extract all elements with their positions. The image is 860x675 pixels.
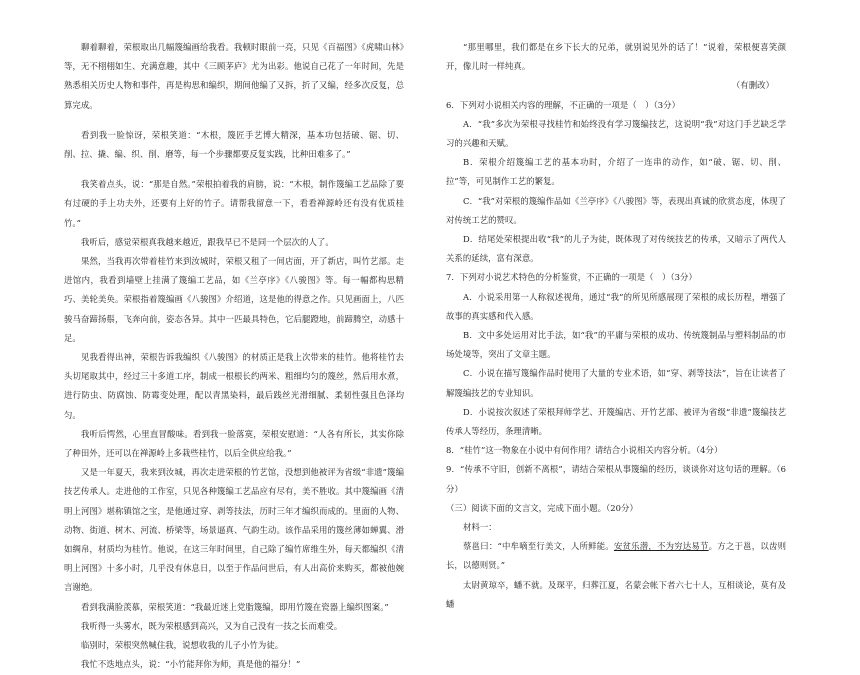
paragraph: 我听后愕然，心里直冒酸味。看到我一脸落寞，荣根安慰道：“人各有所长，其实你除了种田外，还可以在禅源岭上多栽些桂竹，以后全供应给我。” — [64, 428, 404, 459]
section-heading: （三）阅读下面的文言文，完成下面小题。（20分） — [446, 502, 638, 513]
option-6d: D．结尾处荣根提出收“我”的儿子为徒，既体现了对传统技艺的传承，又暗示了两代人关系的延续，富有深意。 — [446, 234, 786, 264]
option-7d: D．小说按次叙述了荣根拜师学艺、开篾编店、开竹艺部、被评为省级“非遗”篾编技艺传承人等经历，条理清晰。 — [446, 406, 786, 437]
paragraph: 我忙不迭地点头，说：“小竹能拜你为师，真是他的福分！” — [81, 659, 301, 670]
paragraph: “那里哪里，我们都是在乡下长大的兄弟，就别说见外的话了！”说着，荣根便喜笑颜开，像儿时一样纯真。 — [446, 42, 786, 72]
paragraph: 我听得一头雾水，既为荣根感到高兴，又为自己没有一技之长而难受。 — [81, 620, 343, 631]
paragraph: 聊着聊着，荣根取出几幅篾编画给我看。我顿时眼前一亮，只见《百福图》《虎啸山林》等，无不栩栩如生、充满意趣，其中《三顾茅庐》尤为出彩。他说自己花了一年时间，先是熟悉相关历史人物和事件，再是构思和编织，期间他编了又拆，折了又编，经多次反复，总算完成。 — [64, 42, 404, 110]
paragraph: 看到我满脸羡慕，荣根笑道：“我最近迷上党脂篾编，即用竹篾在瓷器上编织图案。” — [81, 601, 389, 612]
option-6a: A．“我”多次为荣根寻找桂竹和始终没有学习篾编技艺，这说明“我”对这门手艺缺乏学习的兴趣和天赋。 — [446, 118, 786, 149]
passage-text: 。方之于邕，以齿则长，以德则贤。” — [446, 541, 786, 571]
paragraph: 临别时，荣根突然喊住我，说想收我的儿子小竹为徒。 — [81, 640, 284, 651]
question-7: 7．下列对小说艺术特色的分析鉴赏，不正确的一项是（ ）（3分） — [446, 272, 697, 283]
paragraph: 又是一年夏天，我来到汝城，再次走进荣根的竹艺馆，没想到他被评为省级“非遗”篾编技艺传承人。走进他的工作室，只见各种篾编工艺品应有尽有，美不胜收。其中篾编画《清明上河图》堪称镇馆之宝，是他通过穿、剥等技法，历时三年才编织而成的。里面的人物、动物、街道、树木、河流、桥梁等，场景逼真、气韵生动。该作品采用的篾丝薄如蝉翼、滑如绸帛，材质均为桂竹。他说，在这三年时间里，自己除了编竹席维生外，每天都编织《清明上河图》十多小时，几乎没有休息日，以至于作品问世后，有人出高价来购买，都被他婉言谢绝。 — [64, 467, 404, 593]
option-7b: B．文中多处运用对比手法，如“我”的平庸与荣根的成功、传统篾制品与塑料制品的市场处境等，突出了文章主题。 — [446, 330, 786, 360]
paragraph: 我笑着点头，说：“那是自然。”荣根拍着我的肩膀，说：“木根，制作篾编工艺品除了要有过硬的手上功夫外，还要有上好的竹子。请帮我留意一下，看看禅源岭还有没有优质桂竹。” — [64, 179, 404, 228]
paragraph: 我听后，感觉荣根真我越来越近，跟我早已不是同一个层次的人了。 — [81, 236, 334, 247]
material-label: 材料一： — [463, 522, 497, 533]
option-6b: B．荣根介绍篾编工艺的基本功时，介绍了一连串的动作，如“破、锯、切、削、拉”等，可见制作工艺的繁复。 — [446, 157, 786, 187]
paragraph: 看到我一脸惊讶，荣根笑道：“木根，篾匠手艺博大精深，基本功包括破、锯、切、削、拉、撬、编、织、削、磨等，每一个步骤都要反复实践，比种田难多了。” — [64, 129, 404, 160]
right-column — [446, 38, 786, 614]
question-9: 9．“传承不守旧，创新不离根”，请结合荣根从事篾编的经历，谈谈你对这句话的理解。（6分） — [446, 464, 786, 494]
passage-text: 蔡邕曰：“中牟嘀至行美文，人所鲜能。 — [463, 541, 614, 552]
question-6: 6．下列对小说相关内容的理解，不正确的一项是（ ）（3分） — [446, 99, 681, 110]
option-6c: C．“我”对荣根的篾编作品如《兰亭序》《八骏图》等，表现出真诚的欣赏态度，体现了对传统工艺的赞叹。 — [446, 195, 786, 225]
paragraph: 见我看得出神，荣根告诉我编织《八骏图》的材质正是我上次带来的桂竹。他将桂竹去头切尾取其中，经过三十多道工序，制成一根根长约两米、粗细均匀的篾丝，然后用水煮，进行防虫、防腐蚀、防霉变处理，配以青黑染料，最后践丝光滑细腻、柔韧性强且色泽均匀。 — [64, 352, 404, 420]
left-column — [64, 38, 404, 675]
source-note: （有删改） — [731, 80, 774, 91]
underlined-sentence: 安贫乐潜，不为穷达易节 — [613, 541, 709, 552]
option-7c: C．小说在描写篾编作品时使用了大量的专业术语，如“穿、剥等技法”，旨在让读者了解篾编技艺的专业知识。 — [446, 368, 786, 398]
classical-passage: 太尉黄琼卒，蟠不就。及琛平，归葬江夏，名蒙会帐下者六七十人，互相谈论，莫有及蟠 — [446, 579, 786, 609]
option-7a: A．小说采用第一人称叙述视角，通过“我”的所见所感展现了荣根的成长历程，增强了故事的真实感和代入感。 — [446, 291, 786, 321]
paragraph: 果然，当我再次带着桂竹来到汝城时，荣根又租了一间店面，开了新店，叫竹艺部。走进馆内，我看到墙壁上挂满了篾编工艺品，如《兰亭序》《八骏图》等。每一幅都构思精巧、美轮美奂。荣根指着篾编画《八骏图》介绍道，这是他的得意之作。只见画面上，八匹骏马奋蹄扬鬃，飞奔向前，姿态各异。其中一匹最具特色，它后腿蹬地，前蹄腾空，动感十足。 — [64, 256, 404, 343]
classical-passage — [446, 537, 786, 575]
question-8: 8．“桂竹”这一物象在小说中有何作用？请结合小说相关内容分析。（4分） — [446, 445, 723, 456]
